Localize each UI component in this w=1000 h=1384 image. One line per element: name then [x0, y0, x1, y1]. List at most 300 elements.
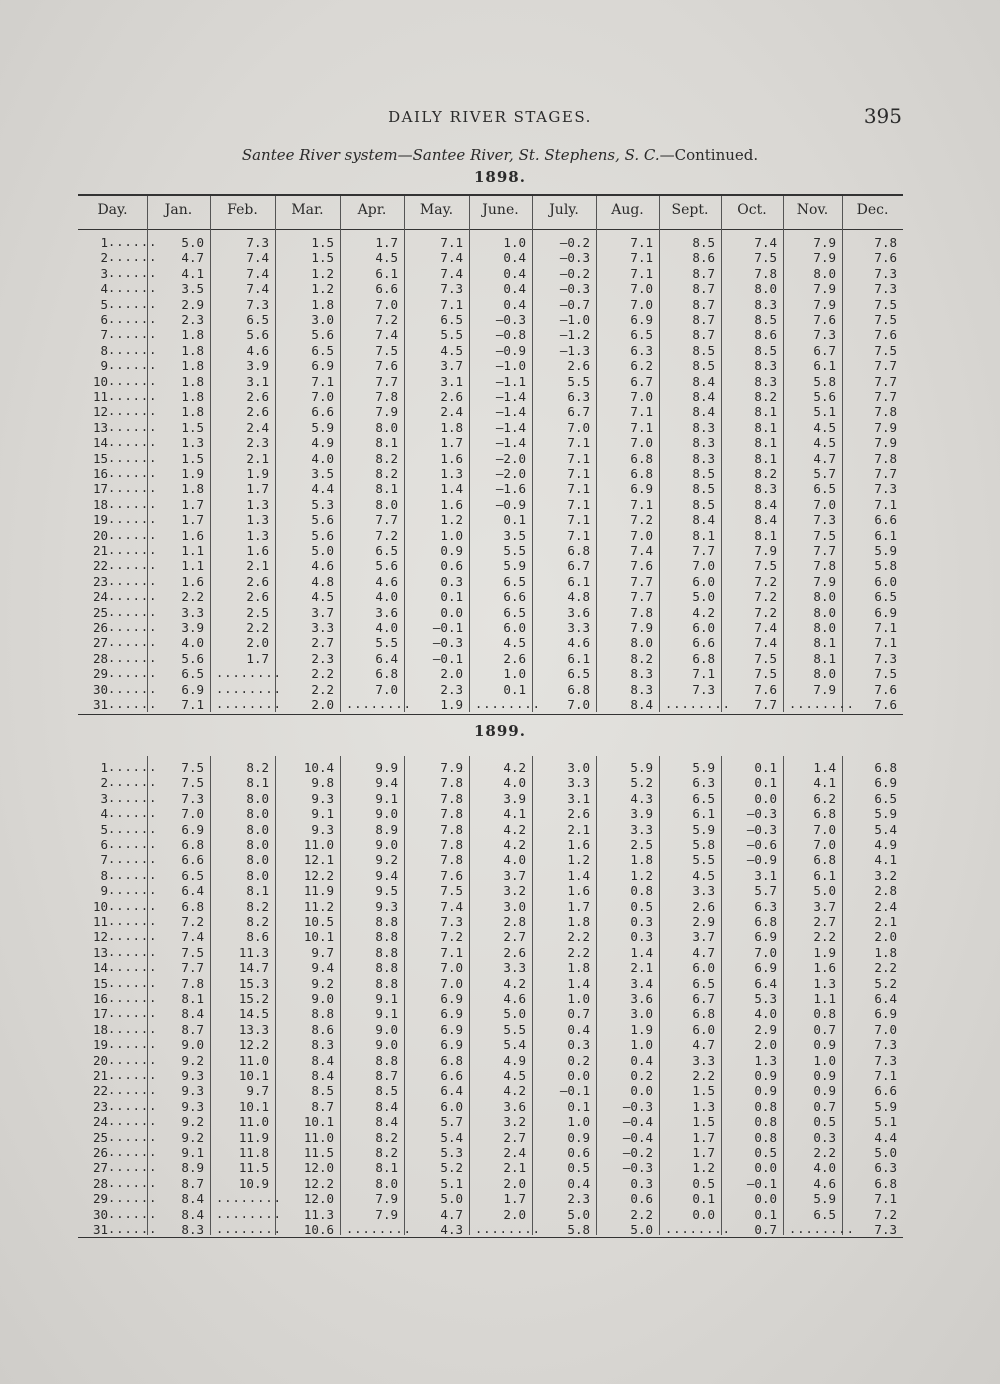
stage-value: 9.3: [181, 1068, 204, 1083]
stage-value: 7.6: [630, 558, 653, 574]
day-number: 29: [92, 666, 108, 682]
stage-value: 8.5: [692, 235, 715, 250]
stage-value: 2.8: [503, 914, 526, 929]
stage-value: 2.2: [246, 620, 269, 635]
stage-value: 4.9: [503, 1052, 526, 1068]
stage-value: 8.6: [754, 327, 777, 343]
stage-value: 8.4: [311, 1068, 334, 1083]
dot-leader: ......: [108, 235, 158, 249]
stage-value: 7.9: [754, 543, 777, 558]
day-number: 21: [92, 543, 108, 558]
stage-value: 8.3: [692, 419, 715, 435]
stage-value: 8.0: [375, 496, 398, 512]
stage-value: 2.1: [246, 558, 269, 574]
stage-value: 3.3: [567, 620, 590, 635]
stage-value: 6.9: [440, 1037, 463, 1053]
stage-value: 0.4: [503, 265, 526, 281]
stage-value: 8.0: [246, 790, 269, 806]
stage-value: 7.3: [874, 1222, 897, 1237]
dot-leader: ......: [108, 589, 158, 604]
stage-value: 8.9: [375, 821, 398, 837]
stage-value: 1.3: [246, 512, 269, 528]
stage-value: 0.6: [440, 558, 463, 574]
stage-value: 4.0: [503, 852, 526, 868]
day-number: 5: [100, 296, 108, 312]
stage-value: 7.3: [246, 235, 269, 250]
stage-value: 6.7: [692, 991, 715, 1006]
stage-value: 7.7: [181, 960, 204, 976]
stage-value: 0.7: [754, 1222, 777, 1237]
stage-value: 9.1: [375, 1006, 398, 1022]
stage-value: 3.3: [630, 821, 653, 837]
day-number: 4: [100, 281, 108, 297]
column-rule: [842, 756, 843, 1235]
stage-value: 5.8: [813, 373, 836, 389]
day-number: 6: [100, 312, 108, 327]
stage-value: 7.3: [440, 914, 463, 929]
day-number: 17: [92, 1006, 108, 1022]
day-number: 12: [92, 929, 108, 945]
day-number: 18: [92, 1021, 108, 1037]
stage-value: —0.3: [622, 1160, 653, 1176]
stage-value: 6.6: [440, 1068, 463, 1083]
stage-value: —0.1: [746, 1175, 777, 1191]
day-number: 26: [92, 620, 108, 635]
stage-value: 0.6: [567, 1145, 590, 1160]
stage-value: 5.4: [440, 1129, 463, 1145]
stage-value: 1.2: [311, 265, 334, 281]
dot-leader: ......: [108, 265, 158, 280]
stage-value: 7.0: [375, 296, 398, 312]
stage-value: 0.0: [630, 1083, 653, 1099]
stage-value: 7.1: [440, 296, 463, 312]
day-number: 22: [92, 558, 108, 574]
dot-leader: ......: [108, 373, 158, 388]
stage-value: 7.6: [375, 358, 398, 374]
stage-value: 7.7: [375, 512, 398, 528]
dot-leader: ......: [108, 312, 158, 326]
column-rule: [469, 196, 470, 712]
stage-value: 1.8: [630, 852, 653, 868]
day-number: 21: [92, 1068, 108, 1083]
stage-value: 6.9: [754, 960, 777, 976]
blank-leader: ........: [216, 1222, 282, 1236]
stage-value: 7.9: [440, 760, 463, 775]
day-number: 14: [92, 435, 108, 451]
stage-value: 7.8: [375, 389, 398, 404]
stage-value: 5.0: [440, 1191, 463, 1207]
stage-value: 10.1: [238, 1098, 269, 1114]
stage-value: 7.0: [630, 281, 653, 297]
stage-value: 2.0: [503, 1206, 526, 1222]
stage-value: 7.5: [754, 666, 777, 682]
stage-value: 2.0: [754, 1037, 777, 1053]
stage-value: 4.7: [181, 250, 204, 266]
column-header-day: Day.: [97, 202, 128, 218]
stage-value: 7.1: [630, 235, 653, 250]
stage-value: 4.1: [813, 775, 836, 791]
stage-value: 7.5: [181, 775, 204, 791]
stage-value: —2.0: [495, 466, 526, 481]
stage-value: 2.6: [246, 389, 269, 404]
column-header-mar: Mar.: [291, 202, 324, 218]
day-number: 24: [92, 1114, 108, 1130]
stage-value: 8.0: [375, 419, 398, 435]
stage-value: 8.4: [692, 373, 715, 389]
stage-value: 7.3: [874, 1052, 897, 1068]
stage-value: 9.3: [375, 898, 398, 914]
day-number: 9: [100, 358, 108, 374]
stage-value: 2.2: [813, 1145, 836, 1160]
day-number: 17: [92, 481, 108, 497]
stage-value: 7.8: [440, 852, 463, 868]
column-rule: [842, 196, 843, 712]
day-number: 10: [92, 373, 108, 389]
caption-italic: Santee River system—Santee River, St. Stephens, S. C.: [241, 146, 660, 164]
stage-value: 7.7: [813, 543, 836, 558]
section-bottom-rule: [78, 714, 903, 715]
stage-value: 0.0: [754, 790, 777, 806]
stage-value: 5.5: [503, 543, 526, 558]
stage-value: 8.7: [692, 327, 715, 343]
stage-value: 8.5: [754, 312, 777, 327]
dot-leader: ......: [108, 1191, 158, 1206]
day-number: 19: [92, 1037, 108, 1053]
stage-value: 3.9: [246, 358, 269, 374]
day-number: 24: [92, 589, 108, 605]
stage-value: 0.4: [567, 1021, 590, 1037]
dot-leader: ......: [108, 852, 158, 867]
stage-value: 6.1: [813, 867, 836, 883]
day-number: 27: [92, 1160, 108, 1176]
stage-value: 7.8: [874, 235, 897, 250]
stage-value: 1.3: [246, 496, 269, 512]
stage-value: 5.6: [311, 327, 334, 343]
running-title: DAILY RIVER STAGES.: [388, 108, 592, 126]
stage-value: 4.6: [503, 991, 526, 1006]
stage-value: 6.8: [630, 450, 653, 466]
blank-leader: ........: [475, 1222, 541, 1236]
stage-value: 1.8: [181, 327, 204, 343]
stage-value: 8.0: [375, 1175, 398, 1191]
stage-value: 9.1: [375, 991, 398, 1006]
stage-value: 5.4: [503, 1037, 526, 1053]
stage-value: 3.7: [503, 867, 526, 883]
stage-value: 6.8: [630, 466, 653, 481]
day-number: 20: [92, 527, 108, 543]
column-rule: [275, 196, 276, 712]
day-number: 18: [92, 496, 108, 512]
stage-value: 8.7: [692, 312, 715, 327]
stage-value: 9.3: [181, 1083, 204, 1099]
blank-leader: ........: [789, 697, 855, 711]
stage-value: 6.3: [754, 898, 777, 914]
stage-value: 3.1: [754, 867, 777, 883]
stage-value: —0.6: [746, 837, 777, 852]
stage-value: 8.6: [246, 929, 269, 945]
stage-value: 8.1: [181, 991, 204, 1006]
stage-value: 0.8: [630, 883, 653, 899]
stage-value: 0.9: [440, 543, 463, 558]
section-bottom-rule: [78, 1237, 903, 1238]
stage-value: 8.7: [375, 1068, 398, 1083]
stage-value: 0.6: [630, 1191, 653, 1207]
stage-value: 1.6: [440, 496, 463, 512]
dot-leader: ......: [108, 466, 158, 480]
column-rule: [596, 756, 597, 1235]
dot-leader: ......: [108, 558, 158, 573]
stage-value: 6.5: [440, 312, 463, 327]
stage-value: 10.6: [303, 1222, 334, 1237]
stage-value: 3.3: [181, 604, 204, 620]
stage-value: 0.9: [813, 1037, 836, 1053]
stage-value: 5.5: [567, 373, 590, 389]
stage-value: 8.1: [813, 650, 836, 666]
stage-value: 2.1: [567, 821, 590, 837]
stage-value: —0.9: [495, 496, 526, 512]
stage-value: 7.6: [874, 327, 897, 343]
stage-value: 2.0: [440, 666, 463, 682]
stage-value: 11.5: [303, 1145, 334, 1160]
stage-value: 8.3: [311, 1037, 334, 1053]
stage-value: 11.5: [238, 1160, 269, 1176]
stage-value: 11.9: [238, 1129, 269, 1145]
stage-value: 7.1: [567, 466, 590, 481]
dot-leader: ......: [108, 389, 158, 403]
stage-value: 8.3: [754, 373, 777, 389]
stage-value: 2.0: [246, 635, 269, 651]
stage-value: 5.2: [630, 775, 653, 791]
stage-value: 8.0: [246, 837, 269, 852]
stage-value: 6.7: [567, 404, 590, 420]
column-header-apr: Apr.: [357, 202, 387, 218]
stage-value: 0.3: [630, 914, 653, 929]
stage-value: 2.9: [692, 914, 715, 929]
dot-leader: ......: [108, 450, 158, 465]
stage-value: 7.5: [754, 558, 777, 574]
stage-value: 8.1: [692, 527, 715, 543]
stage-value: 7.3: [813, 327, 836, 343]
stage-value: 1.0: [503, 666, 526, 682]
stage-value: 8.5: [692, 466, 715, 481]
stage-value: 3.0: [503, 898, 526, 914]
stage-value: 7.3: [692, 681, 715, 697]
stage-value: 9.0: [181, 1037, 204, 1053]
stage-value: 7.9: [813, 681, 836, 697]
stage-value: 0.0: [754, 1191, 777, 1207]
dot-leader: ......: [108, 419, 158, 434]
stage-value: 8.1: [246, 883, 269, 899]
stage-value: 4.5: [440, 342, 463, 358]
stage-value: —0.1: [432, 620, 463, 635]
stage-value: 2.7: [311, 635, 334, 651]
stage-value: 6.3: [692, 775, 715, 791]
stage-value: —0.4: [622, 1114, 653, 1130]
stage-value: 7.0: [181, 806, 204, 822]
stage-value: 11.0: [303, 837, 334, 852]
stage-value: 5.6: [813, 389, 836, 404]
stage-value: 6.4: [181, 883, 204, 899]
stage-value: 4.6: [813, 1175, 836, 1191]
stage-value: 7.9: [630, 620, 653, 635]
stage-value: 5.0: [874, 1145, 897, 1160]
stage-value: 3.3: [692, 1052, 715, 1068]
stage-value: 6.5: [692, 975, 715, 991]
stage-value: 7.4: [440, 250, 463, 266]
stage-value: 6.5: [503, 604, 526, 620]
day-number: 1: [100, 235, 108, 250]
stage-value: 3.1: [567, 790, 590, 806]
stage-value: 9.3: [181, 1098, 204, 1114]
stage-value: 7.1: [874, 1191, 897, 1207]
stage-value: 7.5: [181, 944, 204, 960]
stage-value: 11.9: [303, 883, 334, 899]
stage-value: 9.1: [181, 1145, 204, 1160]
stage-value: 1.7: [440, 435, 463, 451]
stage-value: 6.8: [754, 914, 777, 929]
dot-leader: ......: [108, 837, 158, 851]
stage-value: —0.3: [559, 250, 590, 266]
dot-leader: ......: [108, 914, 158, 928]
stage-value: 4.3: [630, 790, 653, 806]
day-number: 4: [100, 806, 108, 822]
stage-value: 7.7: [874, 466, 897, 481]
stage-value: 1.4: [813, 760, 836, 775]
stage-value: 7.9: [375, 404, 398, 420]
stage-value: —1.4: [495, 435, 526, 451]
day-number: 22: [92, 1083, 108, 1099]
day-number: 13: [92, 419, 108, 435]
stage-value: 1.9: [813, 944, 836, 960]
stage-value: 3.9: [630, 806, 653, 822]
stage-value: 8.0: [246, 852, 269, 868]
stage-value: 1.4: [567, 975, 590, 991]
stage-value: 5.6: [246, 327, 269, 343]
stage-value: 6.9: [181, 681, 204, 697]
stage-value: 5.9: [692, 760, 715, 775]
stage-value: 5.7: [754, 883, 777, 899]
stage-value: 9.2: [181, 1052, 204, 1068]
stage-value: 5.7: [440, 1114, 463, 1130]
day-number: 8: [100, 867, 108, 883]
stage-value: 1.2: [440, 512, 463, 528]
column-header-july: July.: [549, 202, 579, 218]
column-rule: [210, 196, 211, 712]
stage-value: 3.5: [181, 281, 204, 297]
stage-value: 0.4: [630, 1052, 653, 1068]
stage-value: 7.1: [440, 944, 463, 960]
stage-value: 7.4: [630, 543, 653, 558]
stage-value: 1.2: [692, 1160, 715, 1176]
stage-value: 5.6: [181, 650, 204, 666]
stage-value: 7.8: [874, 450, 897, 466]
stage-value: 5.6: [311, 512, 334, 528]
header-bottom-rule: [78, 229, 903, 230]
stage-value: 7.2: [754, 589, 777, 605]
stage-value: 7.4: [375, 327, 398, 343]
dot-leader: ......: [108, 1206, 158, 1221]
stage-value: 15.2: [238, 991, 269, 1006]
stage-value: 7.6: [440, 867, 463, 883]
stage-value: 1.2: [311, 281, 334, 297]
stage-value: 12.0: [303, 1160, 334, 1176]
stage-value: 7.1: [874, 620, 897, 635]
page-number: 395: [863, 104, 902, 128]
stage-value: 8.4: [181, 1006, 204, 1022]
stage-value: 7.1: [567, 496, 590, 512]
stage-value: 7.0: [630, 435, 653, 451]
stage-value: 4.5: [813, 435, 836, 451]
stage-value: 6.2: [813, 790, 836, 806]
stage-value: 7.0: [692, 558, 715, 574]
stage-value: 0.4: [503, 296, 526, 312]
stage-value: 3.2: [874, 867, 897, 883]
stage-value: 1.3: [813, 975, 836, 991]
stage-value: —0.8: [495, 327, 526, 343]
stage-value: 8.0: [246, 806, 269, 822]
dot-leader: ......: [108, 944, 158, 959]
stage-value: 0.3: [813, 1129, 836, 1145]
stage-value: 3.7: [311, 604, 334, 620]
stage-value: 7.9: [813, 281, 836, 297]
dot-leader: ......: [108, 1175, 158, 1190]
stage-value: 13.3: [238, 1021, 269, 1037]
stage-value: 8.8: [375, 975, 398, 991]
stage-value: 4.1: [181, 265, 204, 281]
stage-value: 8.4: [311, 1052, 334, 1068]
stage-value: 1.3: [754, 1052, 777, 1068]
stage-value: 4.8: [567, 589, 590, 605]
stage-value: 11.0: [238, 1114, 269, 1130]
stage-value: 7.4: [754, 635, 777, 651]
stage-value: 6.8: [567, 681, 590, 697]
stage-value: 6.5: [246, 312, 269, 327]
stage-value: 8.7: [692, 281, 715, 297]
stage-value: 8.2: [375, 466, 398, 481]
stage-value: 4.4: [874, 1129, 897, 1145]
column-rule: [659, 756, 660, 1235]
stage-value: 7.3: [440, 281, 463, 297]
column-header-aug: Aug.: [611, 202, 644, 218]
stage-value: 6.9: [630, 481, 653, 497]
stage-value: 7.1: [181, 697, 204, 712]
stage-value: 1.0: [813, 1052, 836, 1068]
stage-value: 7.6: [874, 250, 897, 266]
stage-value: 1.4: [630, 944, 653, 960]
stage-value: 4.8: [311, 573, 334, 589]
stage-value: —0.4: [622, 1129, 653, 1145]
stage-value: 6.3: [874, 1160, 897, 1176]
stage-value: 7.6: [754, 681, 777, 697]
stage-value: 6.3: [567, 389, 590, 404]
stage-value: 1.2: [567, 852, 590, 868]
stage-value: 1.3: [692, 1098, 715, 1114]
stage-value: 7.3: [874, 265, 897, 281]
stage-value: 1.8: [181, 404, 204, 420]
stage-value: 5.9: [874, 1098, 897, 1114]
stage-value: 4.1: [874, 852, 897, 868]
stage-value: 4.2: [503, 760, 526, 775]
stage-value: 1.4: [567, 867, 590, 883]
dot-leader: ......: [108, 666, 158, 681]
stage-value: 7.2: [754, 573, 777, 589]
stage-value: 8.2: [246, 898, 269, 914]
stage-value: 0.1: [754, 1206, 777, 1222]
dot-leader: ......: [108, 527, 158, 542]
stage-value: 1.9: [630, 1021, 653, 1037]
stage-value: 10.9: [238, 1175, 269, 1191]
stage-value: 7.2: [375, 312, 398, 327]
